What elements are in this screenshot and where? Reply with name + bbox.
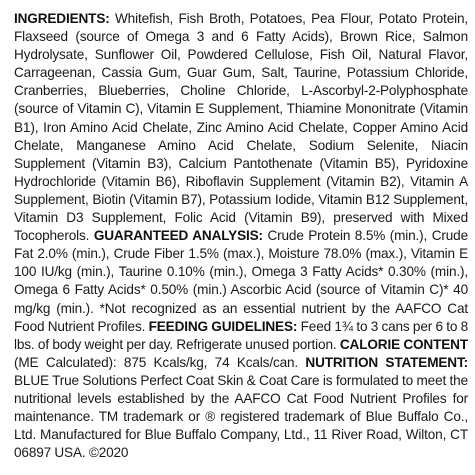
feeding-guidelines-text: Feed 1¾ to 3 cans per 6 to 8 lbs. of body weight per day. Refrigerate unused portion. [14,318,469,352]
nutrition-statement-text: BLUE True Solutions Perfect Coat Skin & Coat Care is formulated to meet the nutritional levels established by the AAFCO Cat Food Nutrient Profiles for maintenance. [14,372,468,425]
ingredients-text: Whitefish, Fish Broth, Potatoes, Pea Flour, Potato Protein, Flaxseed (source of Omega 3 and 6 Fatty Acids), Brown Rice, Salmon Hydrolysate, Sunflower Oil, Powdered Cellulose, Fish Oil, Natural Flavor, Carrageenan, Cassia Gum, Guar Gum, Salt, Taurine, Potassium Chloride, Cranberries, Blueberries, Choline Chloride, L-Ascorbyl-2-Polyphosphate (source of Vitamin C), Vitamin E Supplement, Thiamine Mononitrate (Vitamin B1), Iron Amino Acid Chelate, Zinc Amino Acid Chelate, Copper Amino Acid Chelate, Manganese Amino Acid Chelate, Sodium Selenite, Niacin Supplement (Vitamin B3), Calcium Pantothenate (Vitamin B5), Pyridoxine Hydrochloride (Vitamin B6), Riboflavin Supplement (Vitamin B2), Vitamin A Supplement, Biotin (Vitamin B7), Potassium Iodide, Vitamin B12 Supplement, Vitamin D3 Supplement, Folic Acid (Vitamin B9), preserved with Mixed Tocopherols. [14,11,469,244]
guaranteed-analysis-text: Crude Protein 8.5% (min.), Crude Fat 2.0% (min.), Crude Fiber 1.5% (max.), Moisture 78.0% (max.), Vitamin E 100 IU/kg (min.), Taurine 0.10% (min.), Omega 3 Fatty Acids* 0.30% (min.), Omega 6 Fatty Acids* 0.50% (min.) Ascorbic Acid (source of Vitamin C)* 40 mg/kg (min.). *Not recognized as an essential nutrient by the AAFCO Cat Food Nutrient Profiles. [14,228,468,334]
guaranteed-analysis-heading: GUARANTEED ANALYSIS: [93,228,263,244]
feeding-guidelines-heading: FEEDING GUIDELINES: [148,318,298,334]
calorie-content-text: (ME Calculated): 875 Kcals/kg, 74 Kcals/can. [14,354,299,370]
nutrition-statement-heading: NUTRITION STATEMENT: [305,354,468,370]
label-text-block [14,10,468,462]
calorie-content-heading: CALORIE CONTENT [339,336,468,352]
ingredients-heading: INGREDIENTS: [14,11,110,26]
footer-legal-text: TM trademark or ® registered trademark of Blue Buffalo Co., Ltd. Manufactured for Blue Buffalo Company, Ltd., 11 River Road, Wilton, CT 06897 USA. ©2020 [14,409,468,461]
